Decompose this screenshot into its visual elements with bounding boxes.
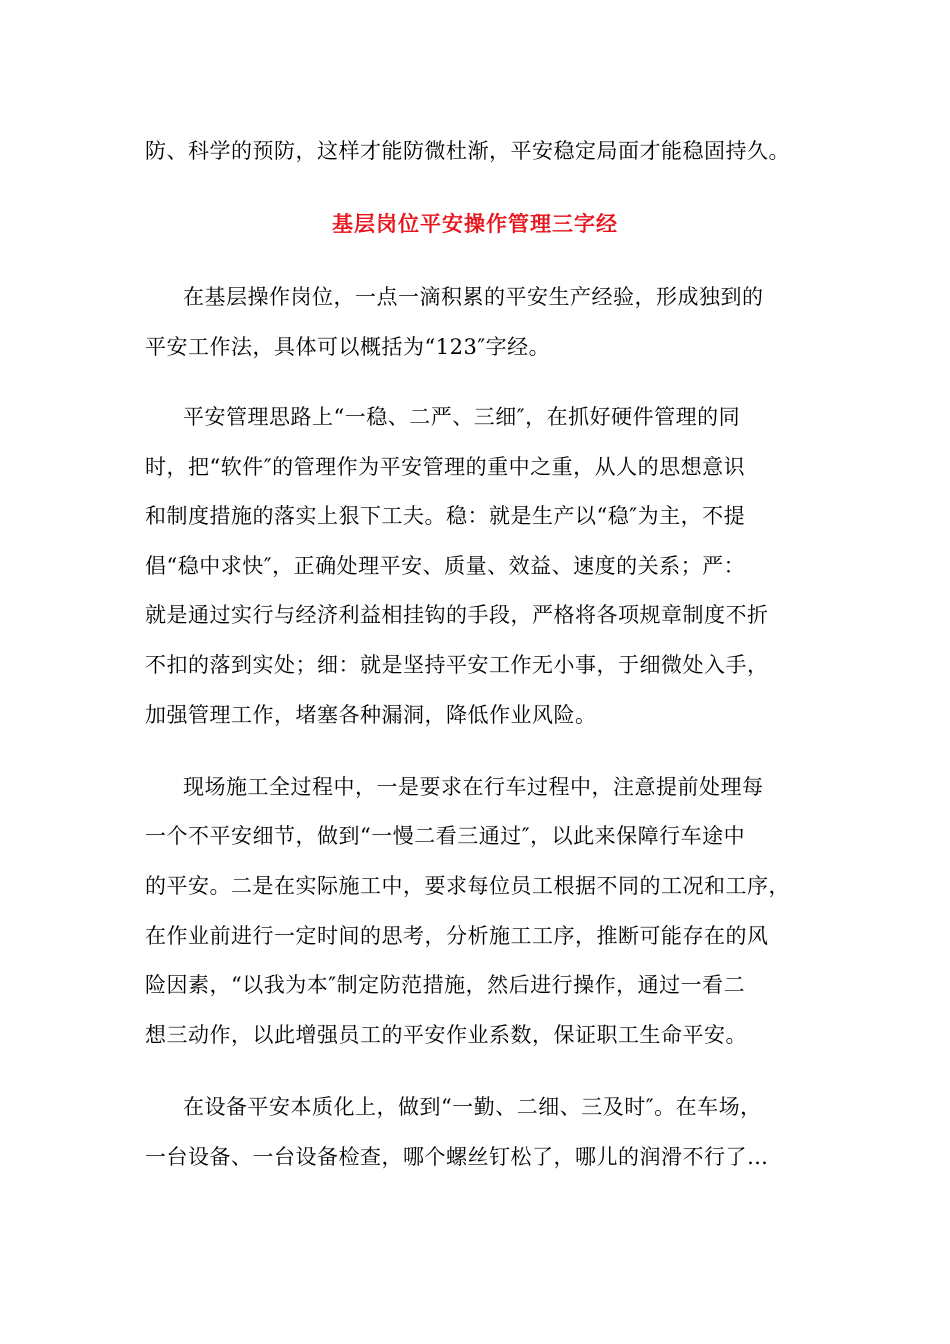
- paragraph-line: 加强管理工作，堵塞各种漏洞，降低作业风险。: [145, 703, 597, 727]
- paragraph-line: 和制度措施的落实上狠下工夫。稳：就是生产以“稳″为主，不提: [145, 504, 746, 528]
- paragraph-line: 在基层操作岗位，一点一滴积累的平安生产经验，形成独到的: [183, 285, 764, 309]
- paragraph-line: 平安管理思路上“一稳、二严、三细″，在抓好硬件管理的同: [183, 405, 741, 429]
- paragraph-line: 倡“稳中求快″，正确处理平安、质量、效益、速度的关系；严：: [145, 554, 746, 578]
- paragraph-line: 在设备平安本质化上，做到“一勤、二细、三及时″。在车场，: [183, 1095, 762, 1119]
- paragraph-line: 不扣的落到实处；细：就是坚持平安工作无小事，于细微处入手，: [145, 653, 769, 677]
- paragraph-line: 平安工作法，具体可以概括为“123″字经。: [145, 335, 551, 359]
- paragraph-line: 一台设备、一台设备检查，哪个螺丝钉松了，哪儿的润滑不行了…: [145, 1145, 769, 1169]
- paragraph-line: 险因素，“以我为本″制定防范措施，然后进行操作，通过一看二: [145, 973, 746, 997]
- document-title: 基层岗位平安操作管理三字经: [332, 211, 618, 236]
- paragraph-line: 的平安。二是在实际施工中，要求每位员工根据不同的工况和工序，: [145, 874, 790, 898]
- paragraph-line: 在作业前进行一定时间的思考，分析施工工序，推断可能存在的风: [145, 924, 769, 948]
- continuation-line: 防、科学的预防，这样才能防微杜渐，平安稳定局面才能稳固持久。: [145, 139, 790, 163]
- paragraph-line: 想三动作，以此增强员工的平安作业系数，保证职工生命平安。: [145, 1023, 747, 1047]
- paragraph-line: 就是通过实行与经济利益相挂钩的手段，严格将各项规章制度不折: [145, 603, 769, 627]
- paragraph-line: 现场施工全过程中，一是要求在行车过程中，注意提前处理每: [183, 775, 764, 799]
- paragraph-line: 时，把“软件″的管理作为平安管理的重中之重，从人的思想意识: [145, 455, 746, 479]
- paragraph-line: 一个不平安细节，做到“一慢二看三通过″，以此来保障行车途中: [145, 824, 746, 848]
